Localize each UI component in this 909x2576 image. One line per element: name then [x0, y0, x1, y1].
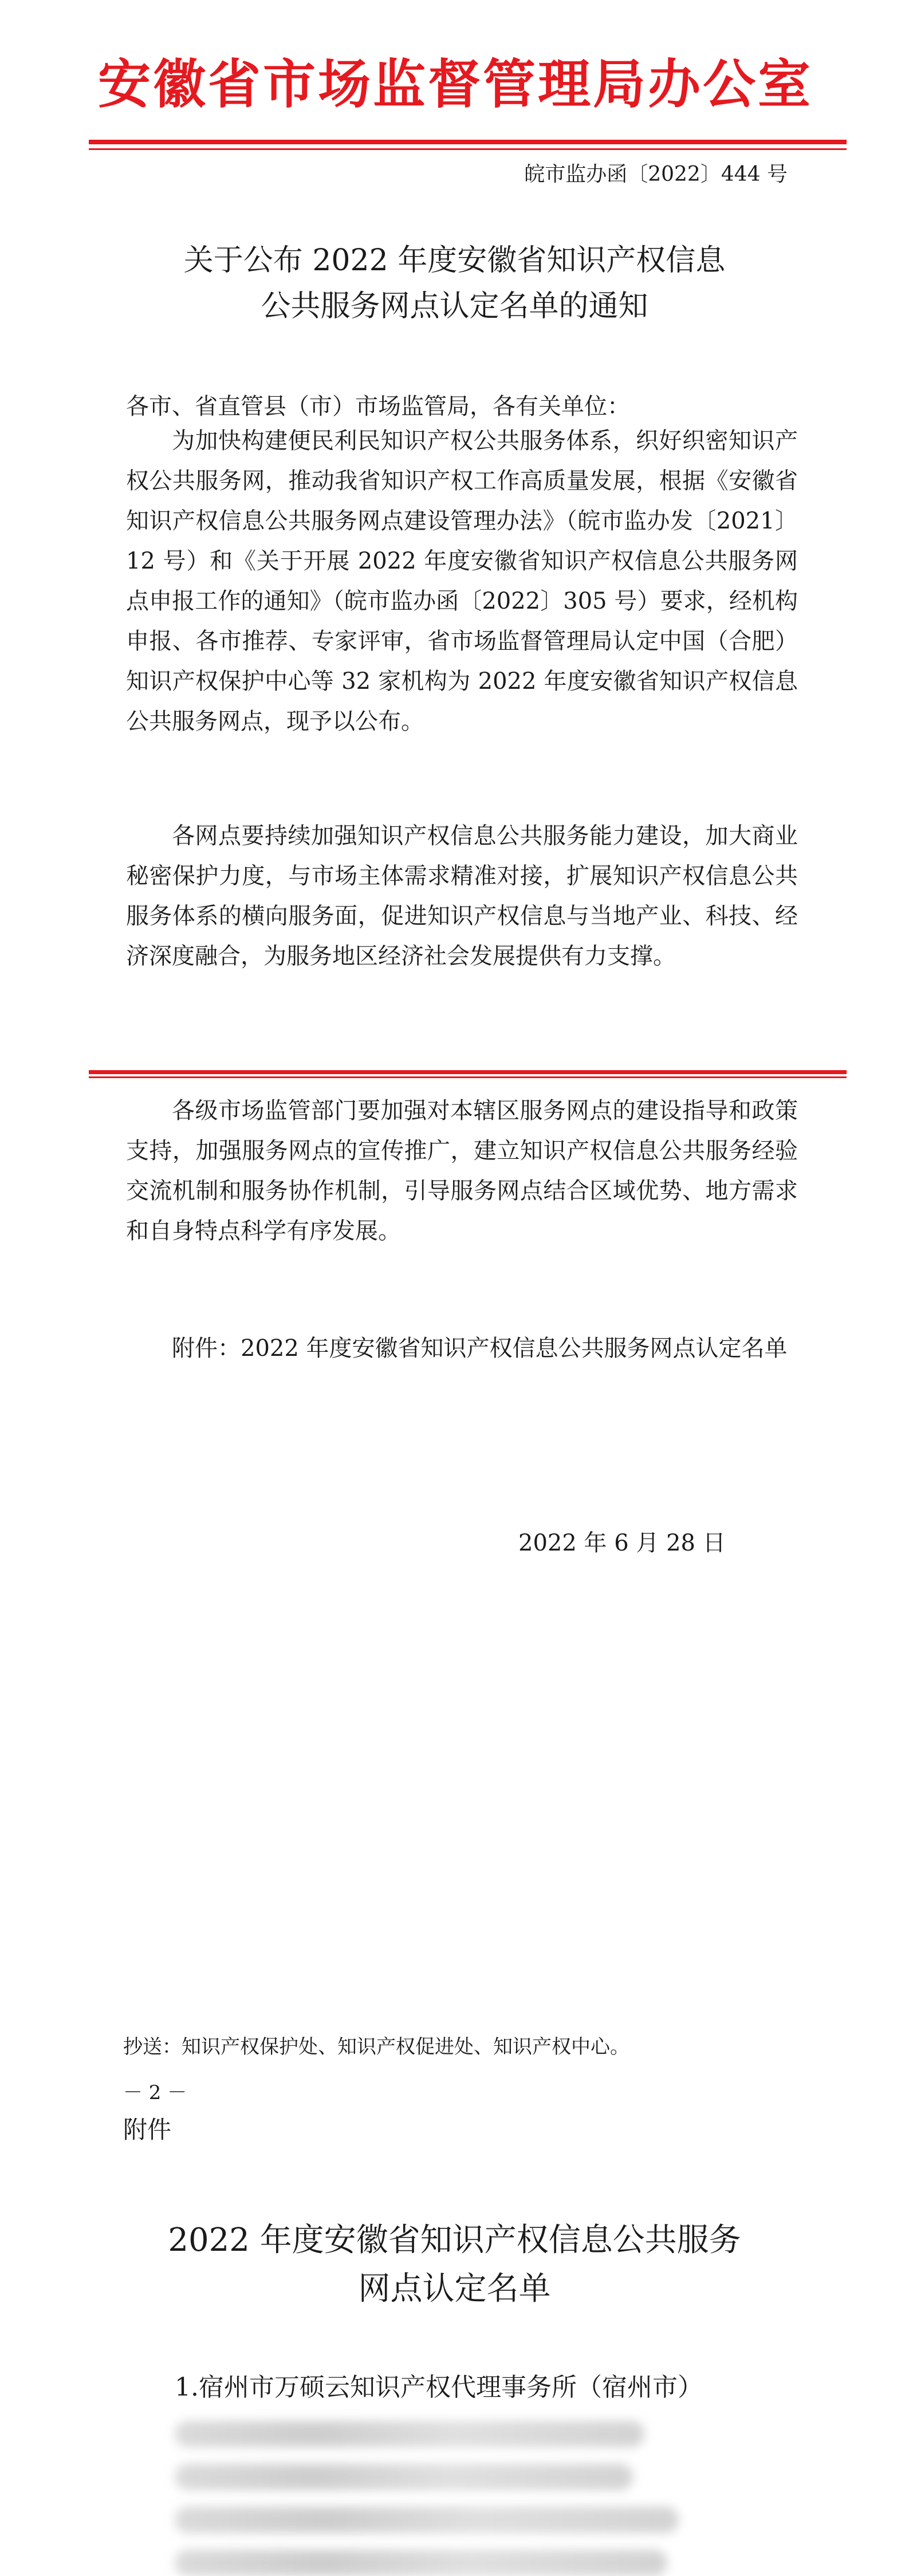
red-rule-top — [89, 140, 847, 144]
blurred-list-item — [175, 2421, 644, 2447]
blurred-list-item — [175, 2464, 633, 2490]
red-rule-divider — [89, 1070, 847, 1074]
body-paragraph-2: 各网点要持续加强知识产权信息公共服务能力建设，加大商业秘密保护力度，与市场主体需求精准对接，扩展知识产权信息公共服务体系的横向服务面，促进知识产权信息与当地产业、科技、经济深度融合，为服务地区经济社会发展提供有力支撑。 — [126, 823, 798, 969]
issuer-header: 安徽省市场监督管理局办公室 — [97, 54, 813, 115]
attachment-line: 附件：2022 年度安徽省知识产权信息公共服务网点认定名单 — [172, 1335, 788, 1362]
notice-title-line1: 关于公布 2022 年度安徽省知识产权信息 — [183, 243, 726, 278]
list-item: 1.宿州市万硕云知识产权代理事务所（宿州市） — [175, 2373, 703, 2402]
red-rule-top-thin — [89, 148, 847, 150]
list-title-line2: 网点认定名单 — [358, 2270, 551, 2307]
body-paragraph-1: 为加快构建便民利民知识产权公共服务体系，织好织密知识产权公共服务网，推动我省知识产权工作高质量发展，根据《安徽省知识产权信息公共服务网点建设管理办法》（皖市监办发〔2021〕12 号）和《关于开展 2022 年度安徽省知识产权信息公共服务网点申报工作的通知》（皖市监办函〔2022〕305 号）要求，经机构申报、各市推荐、专家评审，省市场监督管理局认定中国（合肥）知识产权保护中心等 32 家机构为 2022 年度安徽省知识产权信息公共服务网点，现予以公布。 — [126, 428, 798, 735]
blurred-list-item — [175, 2550, 667, 2576]
salutation: 各市、省直管县（市）市场监管局，各有关单位： — [126, 393, 630, 420]
blurred-list-item — [175, 2507, 679, 2533]
list-title-line1: 2022 年度安徽省知识产权信息公共服务 — [168, 2222, 741, 2259]
attachment-label: 附件 — [123, 2116, 172, 2144]
red-rule-divider-thin — [89, 1076, 847, 1078]
issue-date: 2022 年 6 月 28 日 — [518, 1530, 726, 1556]
page-number: － 2 － — [123, 2081, 187, 2104]
body-paragraph-3: 各级市场监管部门要加强对本辖区服务网点的建设指导和政策支持，加强服务网点的宣传推广，建立知识产权信息公共服务经验交流机制和服务协作机制，引导服务网点结合区域优势、地方需求和自身特点科学有序发展。 — [126, 1098, 798, 1244]
cc-line: 抄送：知识产权保护处、知识产权促进处、知识产权中心。 — [123, 2035, 629, 2058]
notice-title-line2: 公共服务网点认定名单的通知 — [261, 289, 648, 324]
document-number: 皖市监办函〔2022〕444 号 — [524, 163, 788, 186]
